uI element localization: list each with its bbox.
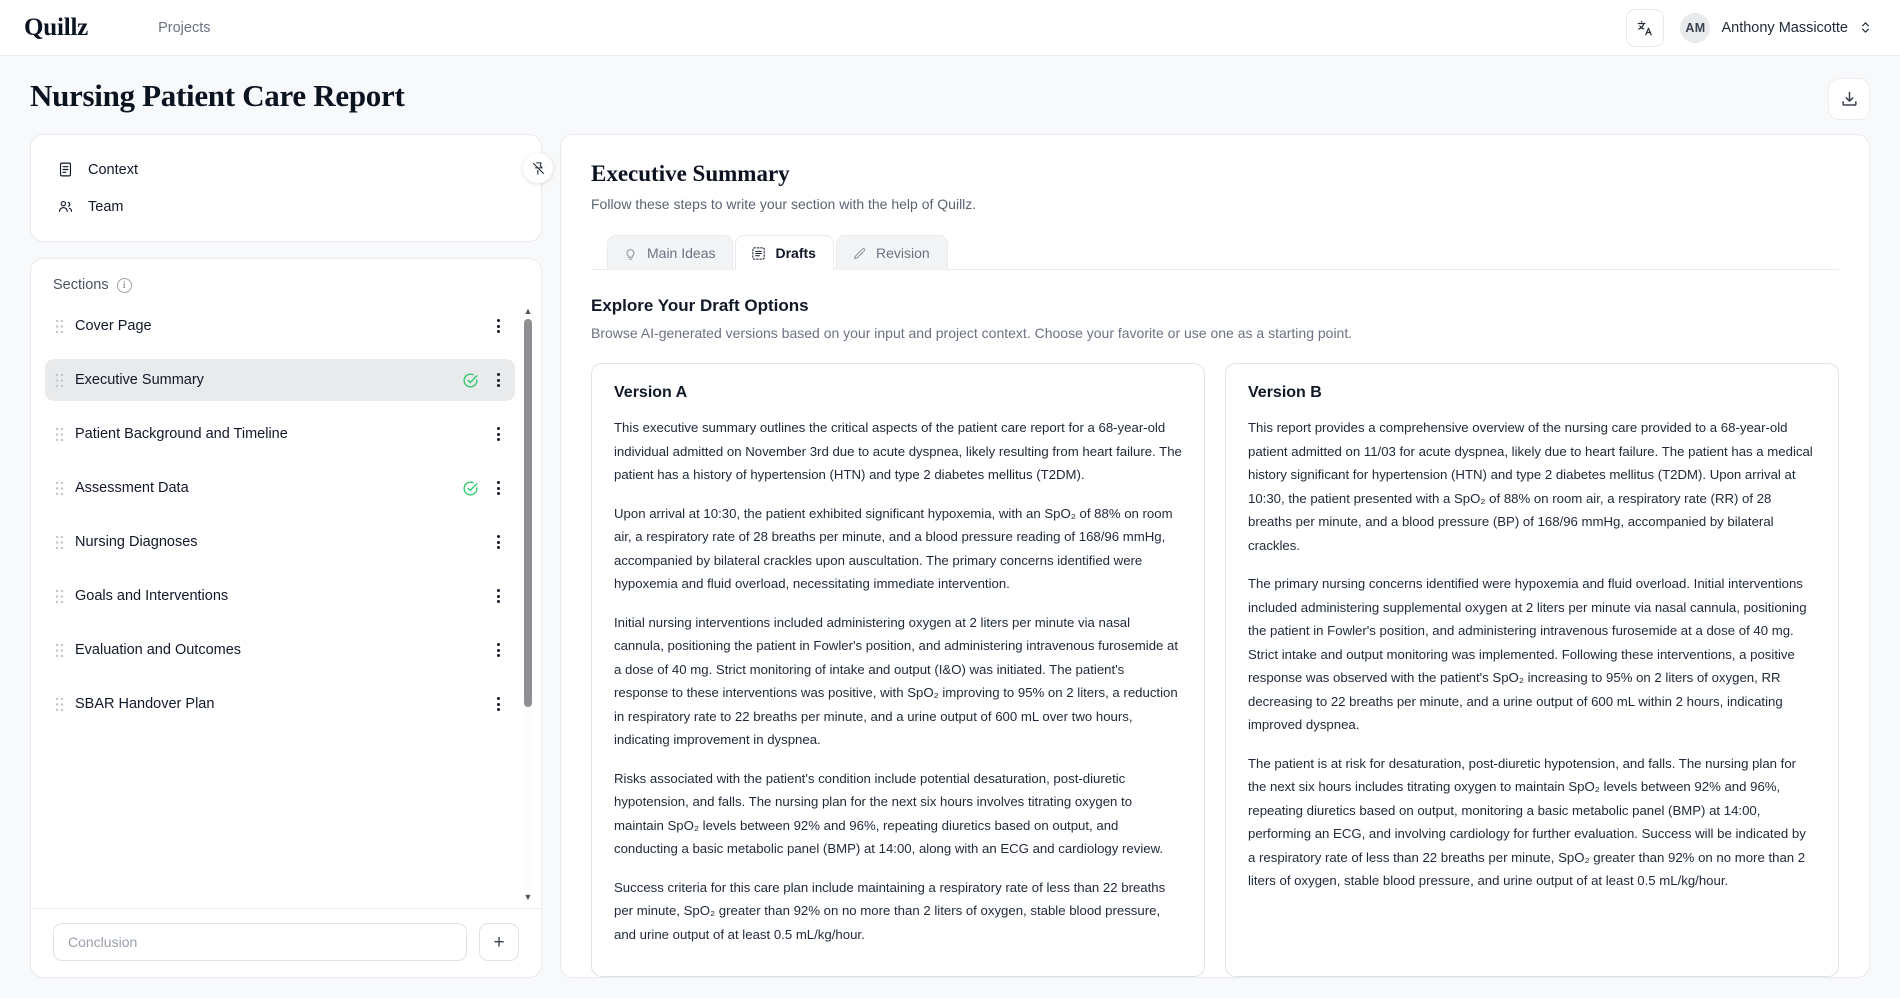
section-menu-button[interactable] — [491, 531, 505, 553]
explore-title: Explore Your Draft Options — [591, 296, 809, 315]
version-body — [1248, 416, 1816, 893]
explore-subtitle: Browse AI-generated versions based on your input and project context. Choose your favorite or use one as a starting point. — [591, 325, 1353, 341]
translate-icon — [1636, 19, 1654, 37]
section-subtitle: Follow these steps to write your section with the help of Quillz. — [591, 196, 977, 212]
user-menu[interactable] — [1680, 13, 1876, 43]
sections-card — [30, 258, 542, 978]
tab-revision-label: Revision — [875, 245, 930, 261]
info-icon[interactable]: i — [117, 278, 132, 293]
sidebar-item-context-label: Context — [88, 161, 138, 178]
row-actions — [491, 423, 505, 445]
sidebar-item-sbar-handover-plan[interactable] — [45, 683, 515, 725]
sidebar-item-team-label: Team — [88, 198, 124, 215]
add-section-input[interactable] — [53, 923, 467, 961]
sidebar-item-patient-background-and-timeline[interactable] — [45, 413, 515, 455]
tab-drafts[interactable] — [735, 235, 833, 270]
section-complete-icon — [462, 372, 479, 389]
add-section-row — [31, 908, 541, 977]
sidebar-item-nursing-diagnoses[interactable] — [45, 521, 515, 563]
row-actions — [491, 315, 505, 337]
section-menu-button[interactable] — [491, 369, 505, 391]
section-menu-button[interactable] — [491, 585, 505, 607]
sidebar-item-team[interactable] — [31, 188, 541, 225]
main-panel — [560, 134, 1870, 978]
version-paragraph: This executive summary outlines the critical aspects of the patient care report for a 68-year-old individual admitted on November 3rd due to acute dyspnea, likely resulting from heart failure. The patient has a history of hypertension (HTN) and type 2 diabetes mellitus (T2DM). — [614, 420, 1182, 482]
nav-projects[interactable]: Projects — [158, 19, 211, 36]
sidebar-item-executive-summary[interactable] — [45, 359, 515, 401]
section-label: Patient Background and Timeline — [75, 426, 288, 442]
version-paragraph: This report provides a comprehensive overview of the nursing care provided to a 68-year-old patient admitted on 11/03 for acute dyspnea, likely due to heart failure. The patient has a medical history significant for hypertension (HTN) and type 2 diabetes mellitus (T2DM). Upon arrival at 10:30, the patient presented with a SpO₂ of 88% on room air, a respiratory rate (RR) of 28 breaths per minute, and a blood pressure (BP) of 168/96 mmHg, accompanied by bilateral crackles. — [1248, 420, 1813, 553]
sections-header-label: Sections — [53, 277, 109, 293]
tab-main-ideas-label: Main Ideas — [647, 245, 716, 261]
avatar: AM — [1680, 13, 1710, 43]
version-paragraph: The patient is at risk for desaturation, post-diuretic hypotension, and falls. The nursing plan for the next six hours includes titrating oxygen to maintain SpO₂ levels between 92% and 96%, repeating diuretics based on output, monitoring a basic metabolic panel (BMP) at 14:00, performing an ECG, and involving cardiology for further evaluation. Success will be indicated by a respiratory rate of less than 22 breaths per minute, SpO₂ greater than 92% on no more than 2 liters of oxygen, stable blood pressure, and urine output of at least 0.5 mL/kg/hour. — [1248, 755, 1806, 888]
download-button[interactable] — [1828, 78, 1870, 120]
translate-button[interactable] — [1626, 9, 1664, 47]
row-actions — [462, 477, 505, 499]
section-menu-button[interactable] — [491, 477, 505, 499]
version-title: Version A — [614, 384, 688, 401]
tab-main-ideas[interactable] — [607, 235, 733, 270]
section-title: Executive Summary — [591, 161, 790, 186]
version-paragraph: Success criteria for this care plan include maintaining a respiratory rate of less than 22 breaths per minute, SpO₂ greater than 92% on no more than 2 liters of oxygen, stable blood pressure, and urine output of at least 0.5 mL/kg/hour. — [614, 879, 1166, 942]
section-label: Evaluation and Outcomes — [75, 642, 242, 658]
drag-handle-icon[interactable] — [53, 427, 65, 442]
drag-handle-icon[interactable] — [53, 373, 65, 388]
page-header — [0, 56, 1900, 134]
section-menu-button[interactable] — [491, 423, 505, 445]
chevron-updown-icon — [1859, 20, 1872, 35]
sidebar — [30, 134, 542, 978]
version-paragraph: Upon arrival at 10:30, the patient exhibited significant hypoxemia, with an SpO₂ of 88% on room air, a respiratory rate of 28 breaths per minute, and a blood pressure reading of 168/96 mmHg, accompanied by bilateral crackles upon auscultation. The primary concerns identified were hypoxemia and fluid overload, necessitating immediate intervention. — [614, 505, 1173, 591]
row-actions — [491, 639, 505, 661]
tab-bar — [591, 234, 1839, 270]
user-name: Anthony Massicotte — [1721, 19, 1848, 36]
section-label: Assessment Data — [75, 480, 189, 496]
scrollbar-thumb[interactable] — [524, 319, 532, 707]
drag-handle-icon[interactable] — [53, 643, 65, 658]
version-body — [614, 416, 1182, 946]
scrollbar-track[interactable] — [524, 319, 532, 890]
top-bar-right — [1626, 9, 1876, 47]
pencil-icon — [852, 246, 867, 261]
section-label: Nursing Diagnoses — [75, 534, 198, 550]
version-card-b[interactable] — [1225, 363, 1839, 977]
scroll-up-arrow-icon[interactable]: ▲ — [523, 306, 533, 316]
version-title: Version B — [1248, 384, 1322, 401]
version-paragraph: The primary nursing concerns identified were hypoxemia and fluid overload. Initial interventions included administering supplemental oxygen at 2 liters per minute via nasal cannula, positioning the patient in Fowler's position, and administering intravenous furosemide at a dose of 40 mg. Strict intake and output monitoring was implemented. Following these interventions, a positive response was observed with the patient's SpO₂ increasing to 95% on 2 liters of oxygen, RR decreasing to 22 breaths per minute, and a urine output of 600 mL within 2 hours, indicating improved dyspnea. — [1248, 576, 1807, 732]
tab-revision[interactable] — [836, 235, 948, 270]
page-title: Nursing Patient Care Report — [30, 78, 405, 113]
download-icon — [1840, 90, 1859, 109]
section-menu-button[interactable] — [491, 315, 505, 337]
sidebar-item-context[interactable] — [31, 151, 541, 188]
section-label: Goals and Interventions — [75, 588, 229, 604]
row-actions — [491, 531, 505, 553]
drag-handle-icon[interactable] — [53, 481, 65, 496]
pin-off-icon — [531, 161, 546, 176]
section-menu-button[interactable] — [491, 639, 505, 661]
sections-scrollbar[interactable] — [523, 307, 533, 902]
version-list — [591, 363, 1839, 977]
context-card — [30, 134, 542, 242]
drag-handle-icon[interactable] — [53, 697, 65, 712]
section-label: SBAR Handover Plan — [75, 696, 215, 712]
page-body — [0, 134, 1900, 998]
row-actions — [462, 369, 505, 391]
drag-handle-icon[interactable] — [53, 535, 65, 550]
drag-handle-icon[interactable] — [53, 589, 65, 604]
section-menu-button[interactable] — [491, 693, 505, 715]
sections-header — [31, 275, 541, 301]
version-paragraph: Initial nursing interventions included administering oxygen at 2 liters per minute via nasal cannula, positioning the patient in Fowler's position, and administering intravenous furosemide at a dose of 40 mg. Strict monitoring of intake and output (I&O) was initiated. The patient's response to these interventions was positive, with SpO₂ improving to 95% on 2 liters, a reduction in respiratory rate to 22 breaths per minute, and a urine output of 600 mL over two hours, indicating improvement in dyspnea. — [614, 614, 1179, 747]
row-actions — [491, 693, 505, 715]
version-card-a[interactable] — [591, 363, 1205, 977]
lightbulb-icon — [623, 246, 638, 261]
unpin-button[interactable] — [523, 153, 553, 183]
sidebar-item-evaluation-and-outcomes[interactable] — [45, 629, 515, 671]
tab-drafts-label: Drafts — [775, 245, 816, 261]
book-icon — [57, 161, 74, 178]
sidebar-item-goals-and-interventions[interactable] — [45, 575, 515, 617]
users-icon — [57, 198, 74, 215]
sidebar-item-assessment-data[interactable] — [45, 467, 515, 509]
drafts-icon — [751, 246, 766, 261]
version-paragraph: Risks associated with the patient's condition include potential desaturation, post-diuretic hypotension, and falls. The nursing plan for the next six hours involves titrating oxygen to maintain SpO₂ levels between 92% and 96%, repeating diuretics based on output, and conducting a basic metabolic panel (BMP) at 14:00, along with an ECG and cardiology review. — [614, 770, 1164, 856]
top-bar — [0, 0, 1900, 56]
drag-handle-icon[interactable] — [53, 319, 65, 334]
section-complete-icon — [462, 480, 479, 497]
sidebar-item-cover-page[interactable] — [45, 305, 515, 347]
row-actions — [491, 585, 505, 607]
add-section-button[interactable]: + — [479, 923, 519, 961]
sections-list — [31, 301, 541, 908]
app-logo[interactable]: Quillz — [24, 13, 89, 41]
section-label: Executive Summary — [75, 372, 204, 388]
section-label: Cover Page — [75, 318, 152, 334]
scroll-down-arrow-icon[interactable]: ▼ — [523, 892, 533, 902]
